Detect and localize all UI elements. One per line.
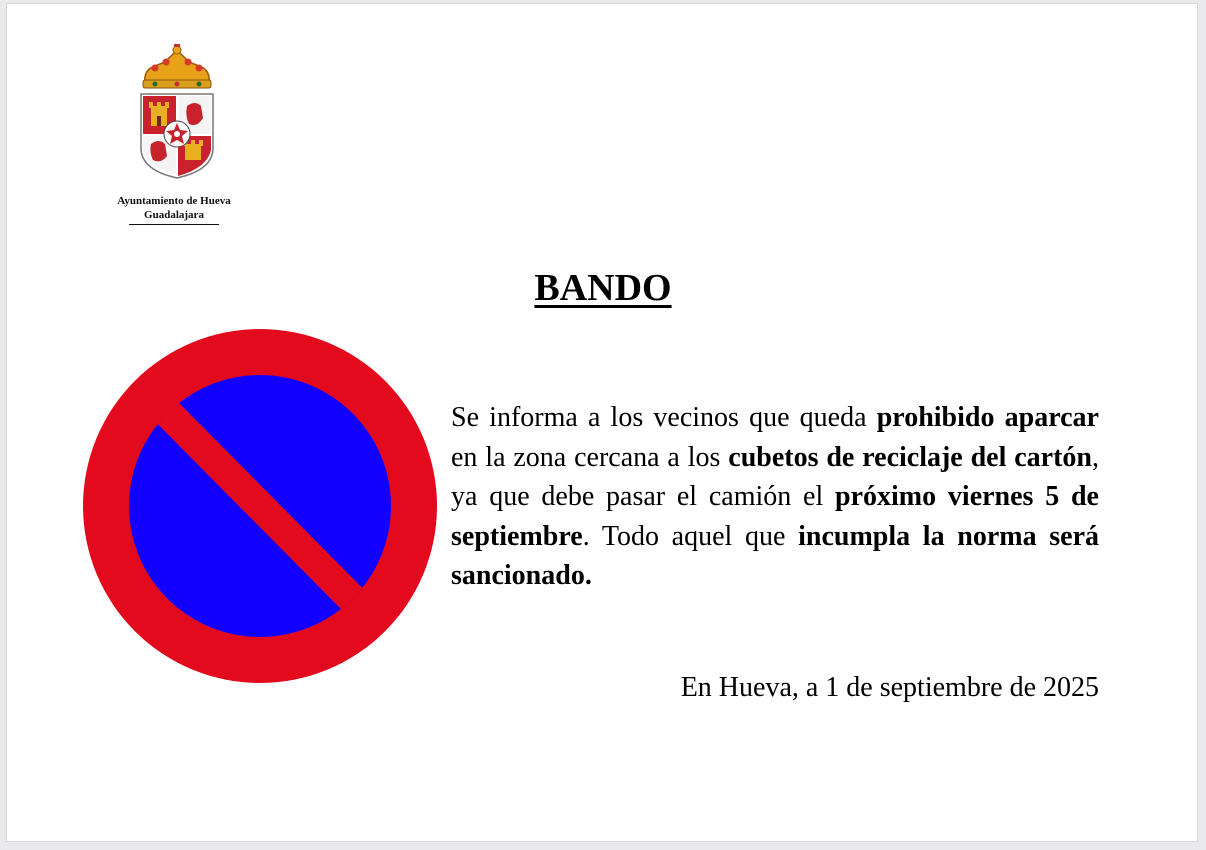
municipality-name <box>99 194 249 225</box>
org-line-2: Guadalajara <box>144 209 204 221</box>
notice-bold-date: próximo viernes 5 de septiembre <box>451 481 1099 552</box>
no-parking-sign-icon <box>83 328 437 684</box>
notice-text-2: en la zona cercana a los <box>451 441 729 473</box>
notice-text-1: Se informa a los vecinos que queda <box>451 402 877 433</box>
notice-body <box>451 398 1099 596</box>
dateline: En Hueva, a 1 de septiembre de 2025 <box>680 672 1099 703</box>
org-underline <box>129 224 219 225</box>
document-page <box>6 3 1198 842</box>
org-line-1: Ayuntamiento de Hueva <box>117 195 231 207</box>
notice-bold-prohibition: prohibido aparcar <box>876 402 1099 433</box>
coat-of-arms-icon <box>135 44 219 184</box>
notice-text-4: . Todo aquel que <box>582 520 799 552</box>
notice-text-3: , ya que debe pasar el camión el <box>451 441 1099 512</box>
notice-bold-sanction: incumpla la norma será sancionado. <box>451 520 1099 591</box>
page-title: BANDO <box>534 267 672 309</box>
notice-bold-location: cubetos de reciclaje del cartón <box>728 441 1092 473</box>
